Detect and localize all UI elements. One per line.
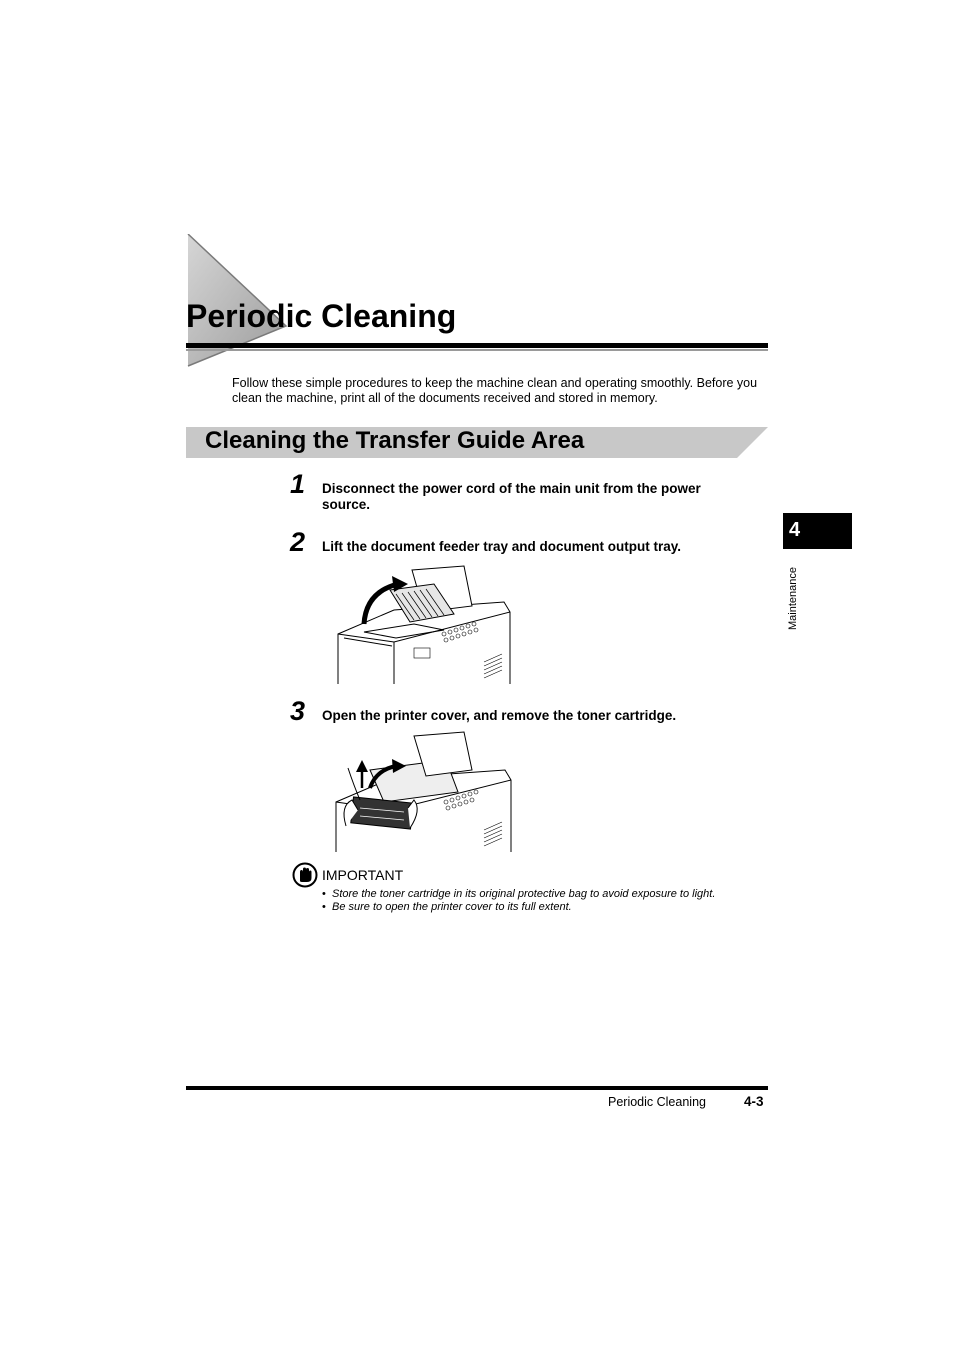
intro-paragraph: Follow these simple procedures to keep the machine clean and operating smoothly. Before you clean the machine, print all of the documents received and stored in memory. <box>232 376 758 405</box>
important-label: IMPORTANT <box>322 867 404 883</box>
chapter-side-label: Maintenance <box>787 567 799 630</box>
footer-rule <box>186 1086 768 1090</box>
illustration-lift-trays <box>334 562 514 684</box>
illustration-remove-toner <box>330 730 515 852</box>
footer-section-title: Periodic Cleaning <box>608 1095 706 1109</box>
important-list <box>322 888 715 913</box>
step-2-number: 2 <box>290 527 306 557</box>
step-2-text: Lift the document feeder tray and document output tray. <box>322 539 682 554</box>
section-title: Cleaning the Transfer Guide Area <box>205 427 585 454</box>
important-item-2: • Be sure to open the printer cover to its full extent. <box>322 901 715 914</box>
footer-page-number: 4-3 <box>744 1094 764 1109</box>
step-1-number: 1 <box>290 469 306 499</box>
step-1-text: Disconnect the power cord of the main unit from the power source. <box>322 481 701 512</box>
step-3-text: Open the printer cover, and remove the toner cartridge. <box>322 708 677 723</box>
chapter-tab-number: 4 <box>789 519 801 541</box>
important-hand-icon <box>292 862 318 888</box>
title-rule-shadow <box>186 349 768 351</box>
important-item-1: • Store the toner cartridge in its original protective bag to avoid exposure to light. <box>322 888 715 901</box>
title-rule <box>186 343 768 348</box>
step-3-number: 3 <box>290 696 306 726</box>
chapter-title: Periodic Cleaning <box>186 298 457 334</box>
